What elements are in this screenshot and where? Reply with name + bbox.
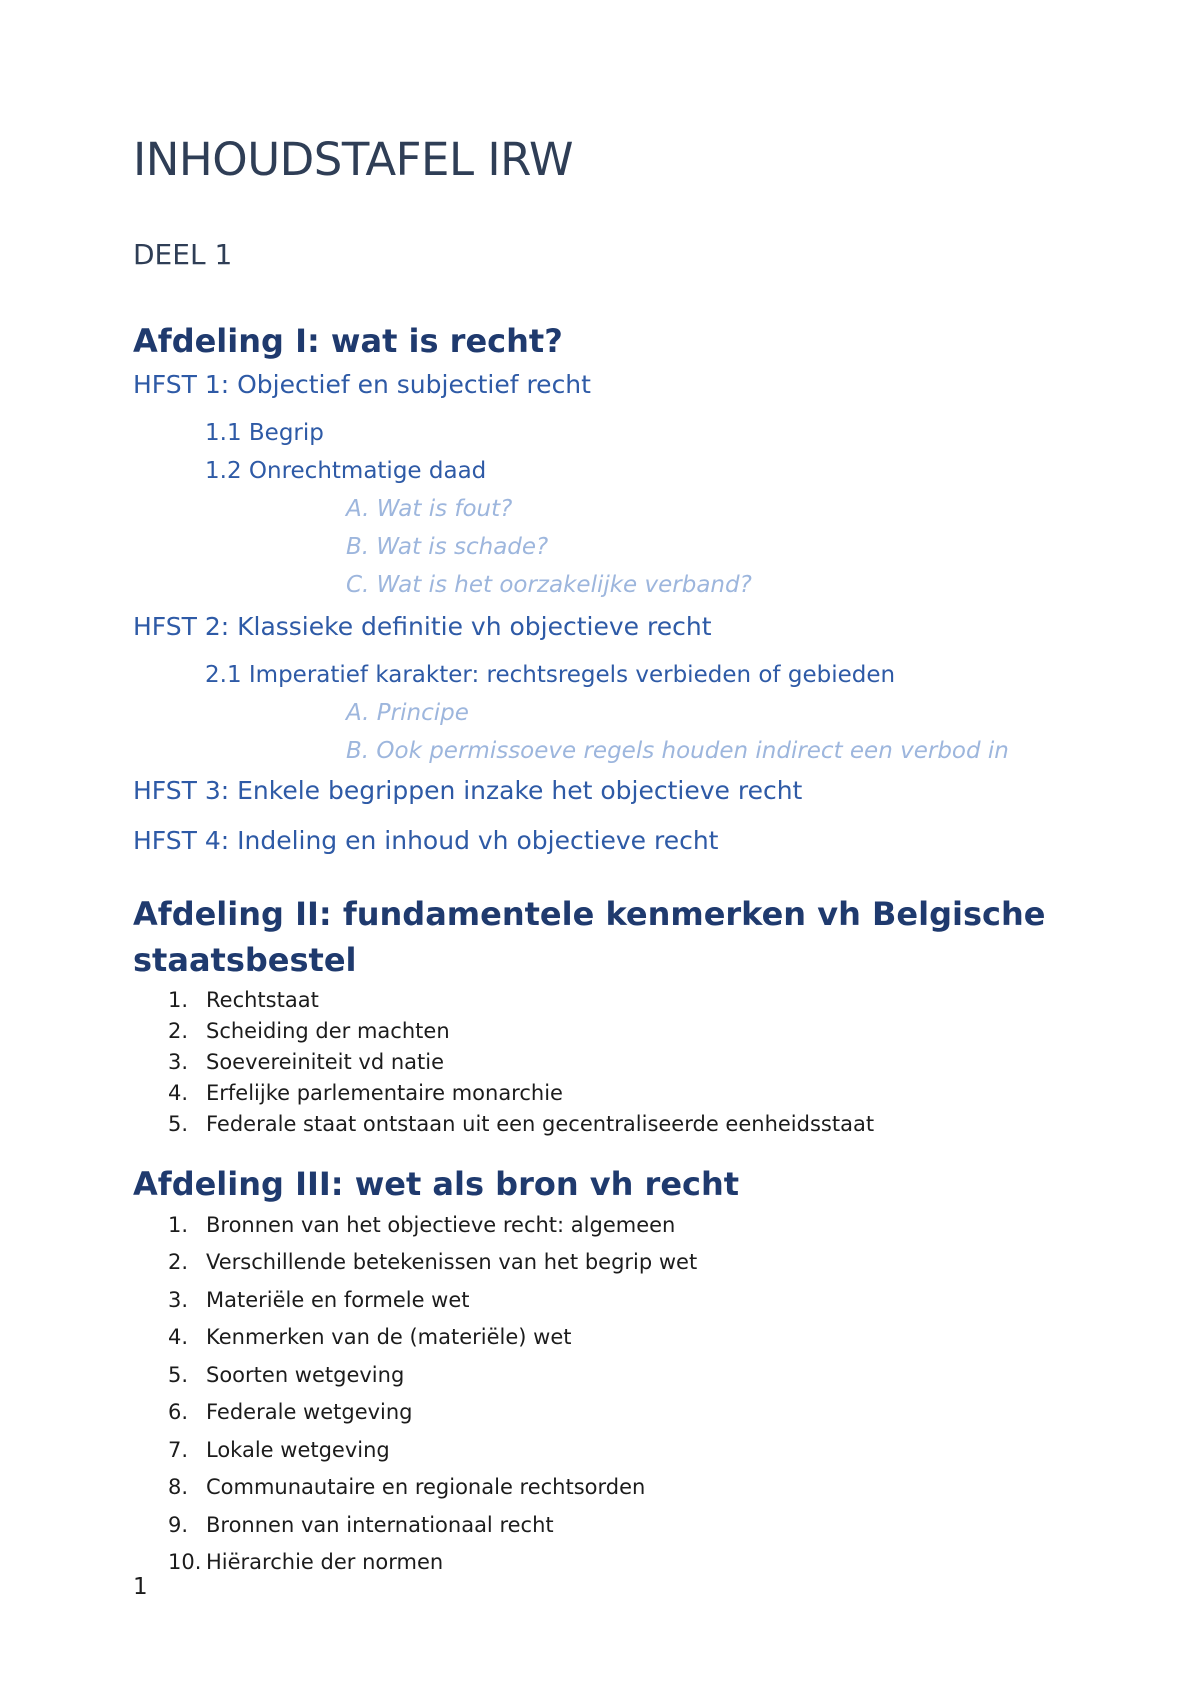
list-item-number: 4. [168, 1081, 189, 1105]
list-item-number: 5. [168, 1112, 189, 1136]
list-item-number: 3. [168, 1050, 189, 1074]
list-item-number: 2. [168, 1250, 189, 1274]
chapter-heading-hfst-2: HFST 2: Klassieke definitie vh objectieve recht [133, 612, 712, 641]
list-item: Soevereiniteit vd natie [206, 1050, 445, 1074]
list-item-number: 9. [168, 1513, 189, 1537]
list-item: Federale staat ontstaan uit een gecentraliseerde eenheidsstaat [206, 1112, 875, 1136]
list-item: Communautaire en regionale rechtsorden [206, 1475, 646, 1499]
section-heading-afdeling-2-line-1: Afdeling II: fundamentele kenmerken vh Belgische [133, 895, 1046, 933]
list-item-number: 7. [168, 1438, 189, 1462]
subitem-1-2-a: A. Wat is fout? [346, 496, 513, 522]
subitem-2-1-a: A. Principe [346, 700, 469, 726]
chapter-heading-hfst-1: HFST 1: Objectief en subjectief recht [133, 370, 591, 399]
subsection-1-2: 1.2 Onrechtmatige daad [205, 458, 487, 484]
section-heading-afdeling-3: Afdeling III: wet als bron vh recht [133, 1165, 740, 1203]
section-heading-afdeling-1: Afdeling I: wat is recht? [133, 322, 563, 360]
list-item-number: 4. [168, 1325, 189, 1349]
list-item: Bronnen van het objectieve recht: algemeen [206, 1213, 676, 1237]
list-item: Bronnen van internationaal recht [206, 1513, 554, 1537]
list-item-number: 5. [168, 1363, 189, 1387]
subitem-2-1-b: B. Ook permissoeve regels houden indirect een verbod in [346, 738, 1009, 764]
list-item: Verschillende betekenissen van het begrip wet [206, 1250, 698, 1274]
list-item: Federale wetgeving [206, 1400, 413, 1424]
list-item-number: 1. [168, 988, 189, 1012]
list-item: Kenmerken van de (materiële) wet [206, 1325, 572, 1349]
list-item-number: 1. [168, 1213, 189, 1237]
subsection-1-1: 1.1 Begrip [205, 420, 324, 446]
page-number: 1 [133, 1574, 148, 1600]
section-heading-afdeling-2-line-2: staatsbestel [133, 941, 357, 979]
subitem-1-2-c: C. Wat is het oorzakelijke verband? [346, 572, 752, 598]
list-item: Hiërarchie der normen [206, 1550, 444, 1574]
chapter-heading-hfst-4: HFST 4: Indeling en inhoud vh objectieve recht [133, 826, 719, 855]
part-heading: DEEL 1 [133, 238, 233, 271]
chapter-heading-hfst-3: HFST 3: Enkele begrippen inzake het objectieve recht [133, 776, 803, 805]
subsection-2-1: 2.1 Imperatief karakter: rechtsregels verbieden of gebieden [205, 662, 896, 688]
list-item: Lokale wetgeving [206, 1438, 390, 1462]
list-item: Erfelijke parlementaire monarchie [206, 1081, 563, 1105]
list-item-number: 8. [168, 1475, 189, 1499]
list-item-number: 10. [168, 1550, 202, 1574]
document-title: INHOUDSTAFEL IRW [133, 133, 574, 186]
list-item: Soorten wetgeving [206, 1363, 405, 1387]
list-item: Scheiding der machten [206, 1019, 450, 1043]
list-item-number: 6. [168, 1400, 189, 1424]
list-item: Rechtstaat [206, 988, 319, 1012]
list-item-number: 2. [168, 1019, 189, 1043]
subitem-1-2-b: B. Wat is schade? [346, 534, 549, 560]
list-item-number: 3. [168, 1288, 189, 1312]
list-item: Materiële en formele wet [206, 1288, 470, 1312]
